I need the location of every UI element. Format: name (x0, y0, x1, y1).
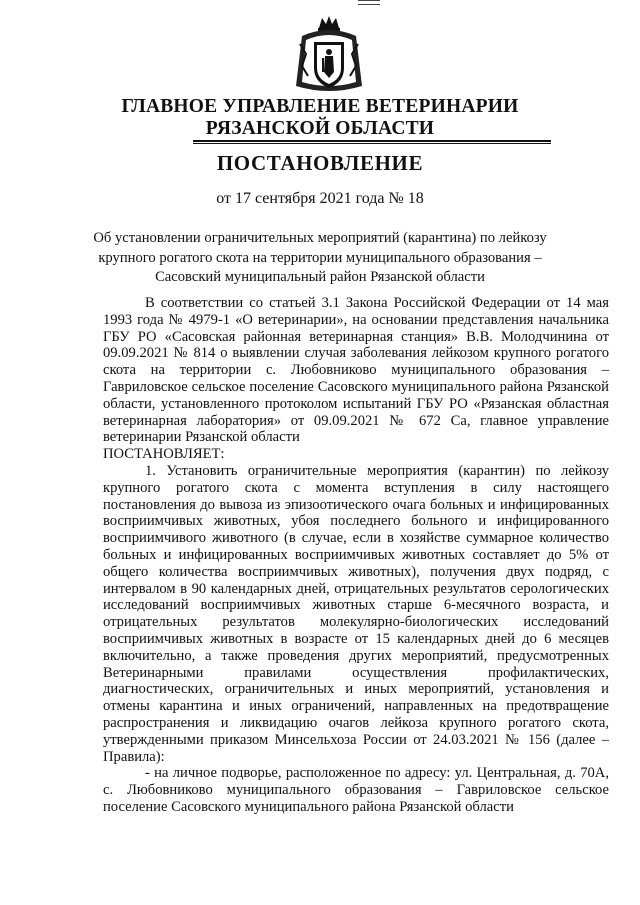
subject-line: Сасовский муниципальный район Рязанской области (155, 269, 485, 285)
item-1-paragraph: 1. Установить ограничительные мероприятия (карантин) по лейкозу крупного рогатого скота с момента вступления в силу настоящего постановления до вывоза из эпизоотического очага больных и инфицированных восприимчивых животных, убоя последнего больного и инфицированного восприимчивого животного (в случае, если в хозяйстве суммарное количество больных и инфицированных восприимчивых животных составляет до 5% от общего количества восприимчивых животных), получения двух подряд, с интервалом в 90 календарных дней, отрицательных результатов серологических исследований восприимчивых животных старше 6-месячного возраста, и отрицательных результатов молекулярно-биологических исследований восприимчивых животных в возрасте от 15 календарных дней до 6 месяцев включительно, а также проведения других мероприятий, предусмотренных Ветеринарными правилами осуществления профилактических, диагностических, ограничительных и иных мероприятий, установления и отмены карантина и иных ограничений, направленных на предотвращение распространения и ликвидацию очагов лейкоза крупного рогатого скота, утвержденными приказом Минсельхоза России от 24.03.2021 № 156 (далее – Правила): (103, 462, 609, 765)
org-line-2: РЯЗАНСКОЙ ОБЛАСТИ (205, 118, 435, 139)
decree-word: ПОСТАНОВЛЯЕТ: (103, 446, 225, 463)
scan-edge-mark (358, 0, 380, 5)
header-rule (193, 140, 551, 142)
document-date-number: от 17 сентября 2021 года № 18 (216, 190, 424, 207)
preamble-paragraph: В соответствии со статьей 3.1 Закона Российской Федерации от 14 мая 1993 года № 4979-1 «О ветеринарии», на основании представления начальника ГБУ РО «Сасовская районная ветеринарная станция» В.В. Молодчинина от 09.09.2021 № 814 о выявлении случая заболевания лейкозом крупного рогатого скота на территории с. Любовниково муниципального образования – Гавриловское сельское поселение Сасовского муниципального района Рязанской области, установленного протоколом испытаний ГБУ РО «Рязанская областная ветеринарная лаборатория» от 09.09.2021 № 672 Са, главное управление ветеринарии Рязанской области (103, 295, 609, 446)
document-body (103, 295, 609, 816)
document-subject (0, 229, 640, 288)
issuing-organization (0, 96, 640, 140)
document-type: ПОСТАНОВЛЕНИЕ (216, 151, 424, 175)
subject-line: Об установлении ограничительных мероприятий (карантина) по лейкозу (93, 230, 547, 246)
item-1-sub-paragraph: - на личное подворье, расположенное по адресу: ул. Центральная, д. 70А, с. Любовниково муниципального образования – Гавриловское сельское поселение Сасовского муниципального района Рязанской области (103, 765, 609, 815)
coat-of-arms-icon (292, 14, 366, 98)
org-line-1: ГЛАВНОЕ УПРАВЛЕНИЕ ВЕТЕРИНАРИИ (121, 96, 519, 117)
header-rule-thin (193, 143, 551, 144)
subject-line: крупного рогатого скота на территории муниципального образования – (98, 249, 542, 266)
